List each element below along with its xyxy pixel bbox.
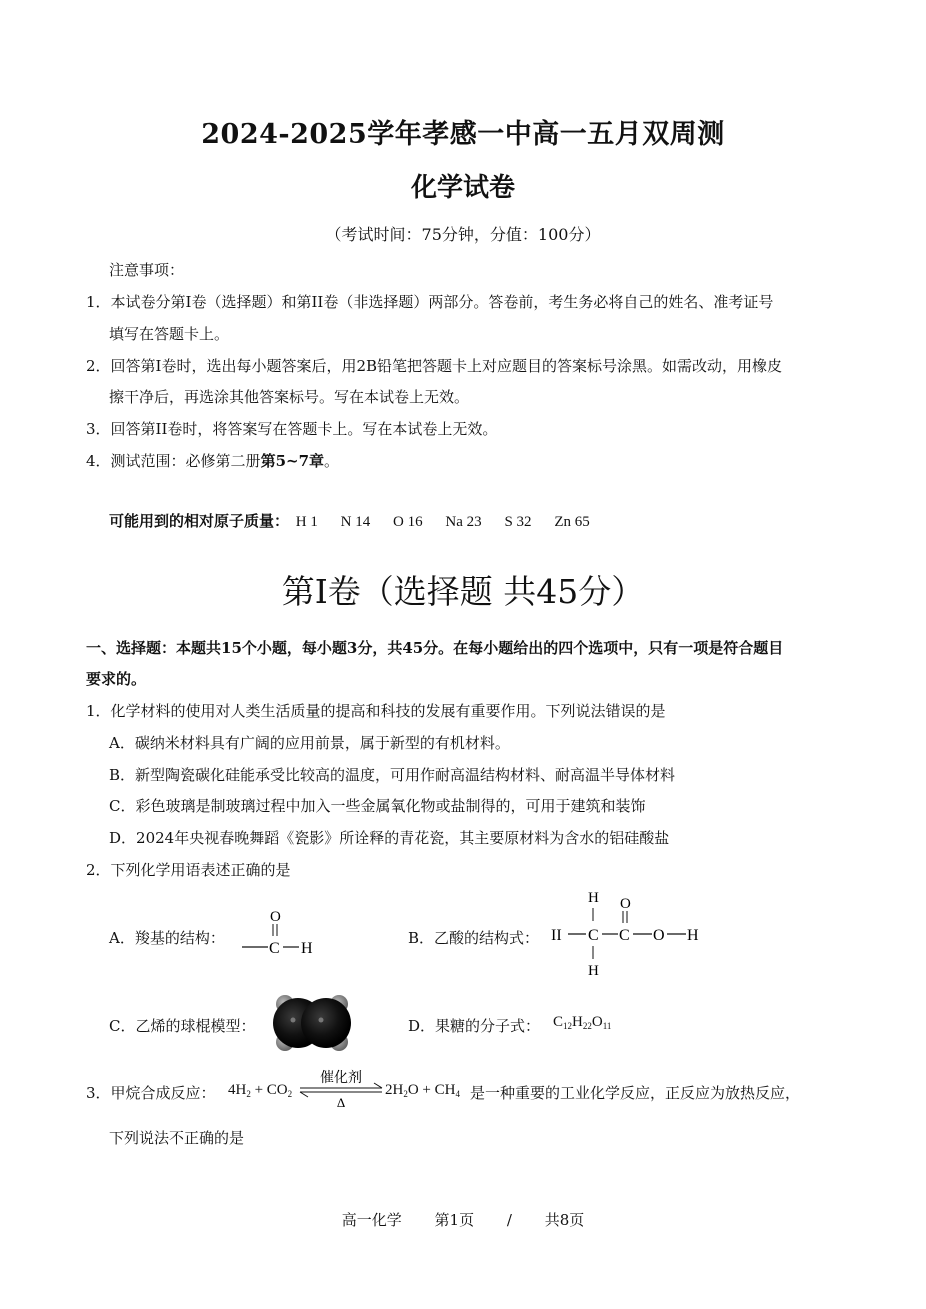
element-h: H — [572, 1014, 583, 1030]
carboxyl-structure-diagram — [240, 905, 325, 960]
question-stem-start: 甲烷合成反应： — [110, 1084, 216, 1102]
atom-h: H — [301, 940, 313, 957]
reaction-products — [385, 1082, 460, 1099]
mass-s: S 32 — [504, 514, 532, 530]
note-text: 本试卷分第I卷（选择题）和第II卷（非选择题）两部分。答卷前，考生务必将自己的姓名、准考证号 — [110, 293, 774, 311]
note-3 — [86, 418, 497, 439]
footer-total: 共8页 — [544, 1211, 585, 1229]
note-text: 回答第II卷时，将答案写在答题卡上。写在本试卷上无效。 — [110, 420, 498, 438]
note-number: 3． — [86, 420, 111, 438]
note-1 — [86, 291, 773, 312]
atomic-masses-label: 可能用到的相对原子质量： — [109, 512, 290, 530]
footer-separator: / — [506, 1211, 512, 1229]
note-text: 测试范围：必修第二册 — [110, 452, 261, 470]
note-2-line2: 擦干净后，再选涂其他答案标号。写在本试卷上无效。 — [109, 388, 470, 406]
q1-option-a: A．碳纳米材料具有广阔的应用前景，属于新型的有机材料。 — [109, 734, 510, 752]
question-stem-end: 是一种重要的工业化学反应，正反应为放热反应， — [470, 1084, 801, 1102]
reactant-co2: + CO — [250, 1082, 288, 1098]
reaction-reactants — [228, 1082, 292, 1099]
mass-n: N 14 — [340, 514, 371, 530]
subject-title: 化学试卷 — [410, 173, 515, 203]
note-2 — [86, 355, 782, 376]
question-3 — [86, 1082, 216, 1103]
subscript: 2 — [246, 1089, 251, 1099]
atom-c2: C — [619, 927, 630, 944]
q1-option-d: D．2024年央视春晚舞蹈《瓷影》所诠释的青花瓷，其主要原材料为含水的铝硅酸盐 — [109, 829, 670, 847]
mass-zn: Zn 65 — [554, 514, 590, 530]
acetic-acid-structure-diagram — [548, 886, 708, 978]
question-2 — [86, 859, 291, 880]
note-1-line2: 填写在答题卡上。 — [109, 325, 230, 343]
atom-c: C — [269, 940, 280, 957]
heat-label: Δ — [336, 1095, 346, 1109]
atom-c1: C — [588, 927, 599, 944]
atom-o: O — [270, 909, 281, 925]
q2-option-a-label: A．羧基的结构： — [109, 929, 225, 947]
atom-o-top: O — [620, 896, 631, 912]
atom-h-right: H — [687, 927, 699, 944]
question-number: 2． — [86, 861, 111, 879]
question-number: 1． — [86, 702, 111, 720]
q1-option-b: B．新型陶瓷碳化硅能承受比较高的温度，可用作耐高温结构材料、耐高温半导体材料 — [109, 766, 676, 784]
exam-info: （考试时间：75分钟，分值：100分） — [325, 225, 601, 244]
element-o: O — [591, 1014, 603, 1030]
subscript: 4 — [455, 1089, 460, 1099]
section-instruction-line2: 要求的。 — [86, 670, 147, 688]
mass-na: Na 23 — [445, 514, 482, 530]
question-stem-line2: 下列说法不正确的是 — [109, 1129, 245, 1147]
q2-option-c-label: C．乙烯的球棍模型： — [109, 1017, 256, 1035]
question-1 — [86, 700, 666, 721]
question-stem: 下列化学用语表述正确的是 — [110, 861, 291, 879]
product-ch4: O + CH — [407, 1082, 456, 1098]
note-text-end: 。 — [324, 452, 340, 470]
subscript: 22 — [582, 1021, 592, 1031]
footer-page: 第1页 — [434, 1211, 475, 1229]
element-c: C — [553, 1014, 564, 1030]
notes-heading: 注意事项： — [109, 261, 185, 279]
q2-option-b-label: B．乙酸的结构式： — [408, 929, 540, 947]
reversible-arrow-icon — [296, 1067, 386, 1109]
mass-o: O 16 — [393, 514, 423, 530]
subscript: 11 — [602, 1021, 612, 1031]
page-footer — [0, 1209, 926, 1230]
atom-h-bottom: H — [588, 963, 599, 978]
catalyst-label: 催化剂 — [320, 1070, 362, 1086]
section-title: 第I卷（选择题 共45分） — [281, 572, 645, 611]
atom-o-right: O — [653, 927, 665, 944]
footer-course: 高一化学 — [341, 1211, 402, 1229]
q2-option-d-label: D．果糖的分子式： — [408, 1017, 541, 1035]
subscript: 12 — [563, 1021, 573, 1031]
ethylene-ball-model-image — [270, 994, 354, 1052]
question-stem: 化学材料的使用对人类生活质量的提高和科技的发展有重要作用。下列说法错误的是 — [110, 702, 666, 720]
atomic-masses — [109, 510, 590, 531]
exam-title: 2024-2025学年孝感一中高一五月双周测 — [201, 119, 725, 150]
note-text: 回答第I卷时，选出每小题答案后，用2B铅笔把答题卡上对应题目的答案标号涂黑。如需改动，用橡皮 — [110, 357, 783, 375]
note-number: 4． — [86, 452, 111, 470]
subscript: 2 — [403, 1089, 408, 1099]
note-number: 2． — [86, 357, 111, 375]
mass-h: H 1 — [295, 514, 318, 530]
fructose-formula — [553, 1014, 611, 1031]
reactant-h2: 4H — [228, 1082, 247, 1098]
q1-option-c: C．彩色玻璃是制玻璃过程中加入一些金属氧化物或盐制得的，可用于建筑和装饰 — [109, 797, 646, 815]
subscript: 2 — [287, 1089, 293, 1099]
note-number: 1． — [86, 293, 111, 311]
note-text-bold: 第5~7章 — [260, 452, 325, 470]
atom-h-top: H — [588, 890, 599, 906]
product-h2o: 2H — [385, 1082, 404, 1098]
question-number: 3． — [86, 1084, 111, 1102]
note-4 — [86, 450, 339, 471]
section-instruction: 一、选择题：本题共15个小题，每小题3分，共45分。在每小题给出的四个选项中，只有一项是符合题目 — [86, 639, 784, 657]
atom-h-left: II — [551, 927, 562, 944]
